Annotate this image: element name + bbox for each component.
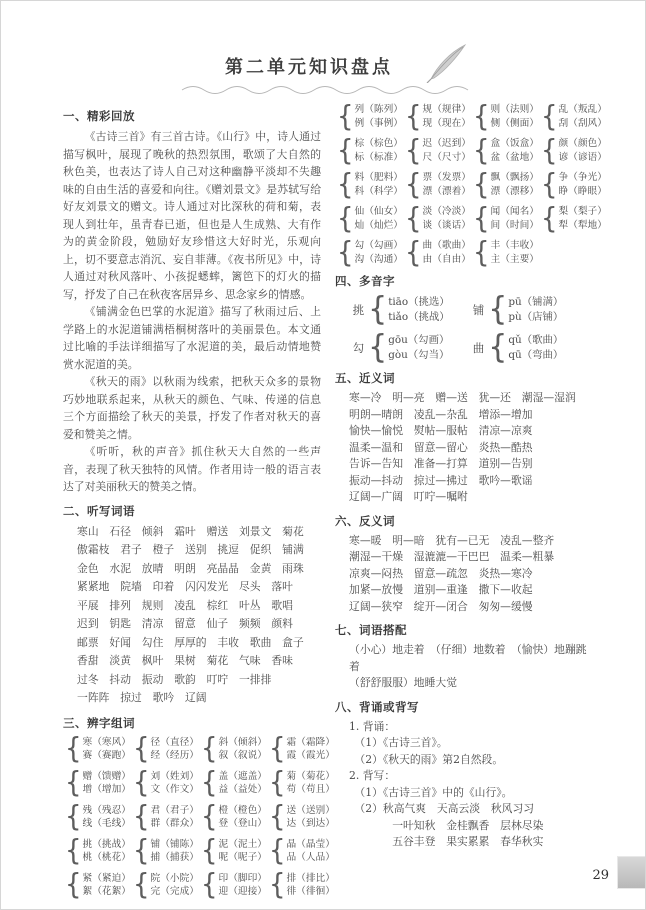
brace-icon: {	[337, 168, 354, 201]
brace-word-bottom: 叙（叙说）	[218, 750, 267, 761]
brace-word-bottom: 捕（捕获）	[150, 852, 199, 863]
brace-icon: {	[368, 290, 388, 329]
brace-group	[200, 834, 267, 868]
brace-icon: {	[65, 800, 82, 834]
polyphone-reading-2: qū（弯曲）	[508, 349, 564, 361]
brace-word-bottom: 文（作文）	[150, 784, 199, 795]
brace-icon: {	[337, 236, 354, 269]
brace-group	[472, 100, 539, 133]
brace-icon: {	[488, 328, 508, 367]
brace-word-top: 送（送别）	[286, 804, 335, 816]
brace-words	[287, 872, 335, 899]
synonym-line: 明朗—晴朗 凌乱—杂乱 增添—增加	[349, 407, 533, 421]
antonym-line: 凉爽—闷热 留意—疏忽 炎热—寒冷	[349, 566, 533, 580]
brace-word-top: 颜（颜色）	[558, 138, 607, 149]
polyphone-entry	[472, 290, 593, 329]
brace-icon: {	[488, 290, 508, 329]
brace-word-top: 印（脚印）	[218, 872, 267, 884]
brace-icon: {	[200, 766, 218, 800]
polyphone-char: 曲	[472, 341, 485, 355]
brace-word-bottom: 睁（睁眼）	[558, 185, 607, 197]
brace-word-top: 赠（馈赠）	[82, 770, 131, 782]
wavy-divider	[181, 83, 473, 95]
brace-word-bottom: 登（登山）	[218, 818, 267, 829]
recitation-line: 1. 背诵：	[349, 719, 396, 733]
brace-icon: {	[268, 732, 286, 766]
brace-word-top: 闻（闻名）	[490, 206, 539, 217]
brace-group	[540, 134, 607, 167]
brace-word-bottom: 霞（霞光）	[286, 750, 335, 761]
brace-words	[151, 838, 199, 865]
brace-word-top: 径（直径）	[150, 736, 199, 748]
brace-words	[559, 137, 607, 164]
synonym-line: 辽阔—广阔 叮咛—嘱咐	[349, 490, 468, 503]
brace-words	[355, 103, 403, 130]
section-heading-polyphones: 四、多音字	[335, 274, 395, 288]
word-line: 平展 排列 规则 凌乱 棕红 叶丛 歌唱	[77, 598, 293, 612]
polyphone-char: 挑	[352, 303, 365, 317]
brace-icon: {	[404, 202, 422, 235]
recitation-lines	[335, 719, 593, 851]
brace-icon: {	[268, 800, 286, 834]
brace-icon: {	[472, 202, 490, 235]
brace-icon: {	[268, 766, 286, 800]
polyphone-entry	[352, 290, 473, 329]
brace-icon: {	[65, 766, 82, 800]
section-heading-highlights: 一、精彩回放	[63, 109, 135, 123]
polyphone-entries	[335, 290, 593, 367]
brace-word-bottom: 漂（漂移）	[490, 185, 539, 197]
page-number: 29	[592, 868, 609, 883]
brace-words	[491, 205, 539, 232]
brace-word-top: 争（争光）	[558, 172, 607, 183]
content-columns	[1, 100, 645, 902]
brace-group	[472, 134, 539, 167]
brace-word-bottom: 絮（花絮）	[82, 886, 131, 897]
brace-group	[268, 766, 335, 800]
brace-group	[132, 766, 199, 800]
brace-group	[65, 834, 131, 868]
brace-group	[200, 732, 267, 766]
brace-word-top: 霜（霜降）	[286, 736, 335, 748]
brace-word-bottom: 增（增加）	[82, 784, 131, 795]
brace-icon: {	[404, 236, 422, 269]
recitation-line: 五谷丰登 果实累累 春华秋实	[349, 835, 544, 848]
brace-icon: {	[368, 328, 388, 367]
brace-group	[65, 800, 131, 834]
brace-group	[337, 100, 403, 133]
brace-word-top: 挑（挑战）	[82, 838, 131, 850]
brace-word-bottom: 品（人品）	[286, 852, 335, 863]
brace-word-bottom: 群（群众）	[150, 818, 199, 829]
brace-word-top: 棕（棕色）	[354, 138, 403, 149]
brace-icon: {	[200, 868, 218, 902]
brace-word-bottom: 尺（尺寸）	[422, 151, 471, 163]
brace-word-bottom: 由（自由）	[422, 253, 471, 265]
synonym-line: 寒—冷 明—亮 赠—送 犹—还 潮湿—湿润	[349, 391, 576, 404]
brace-word-top: 曲（歌曲）	[422, 240, 471, 251]
synonym-line: 愉快—愉悦 熨帖—服帖 清凉—凉爽	[349, 424, 533, 437]
brace-word-top: 飘（飘扬）	[490, 172, 539, 183]
section-heading-antonyms: 六、反义词	[335, 513, 395, 528]
brace-icon: {	[200, 834, 218, 868]
brace-icon: {	[337, 134, 354, 167]
collocation-lines	[335, 642, 593, 692]
brace-group	[337, 202, 403, 235]
brace-group	[268, 800, 335, 834]
brace-icon: {	[65, 834, 82, 868]
brace-words	[83, 770, 131, 797]
brace-group	[404, 100, 471, 133]
brace-group	[472, 202, 539, 235]
brace-words	[559, 103, 607, 130]
brace-words	[83, 736, 131, 763]
brace-words	[355, 205, 403, 232]
brace-group	[200, 766, 267, 800]
brace-word-bottom: 苟（苟且）	[286, 784, 335, 795]
brace-word-top: 盖（遮盖）	[218, 770, 267, 782]
antonym-line: 辽阔—狭窄 绽开—闭合 匆匆—缓慢	[349, 599, 533, 613]
page-header	[1, 1, 645, 101]
synonym-line: 振动—抖动 掠过—拂过 歌吟—歌谣	[349, 473, 533, 487]
paragraph: 《秋天的雨》以秋雨为线索，把秋天众多的景物巧妙地联系起来，从秋天的颜色、气味、传递的信息三个方面描绘了秋天的美景，抒发了作者对秋天的喜爱和赞美之情。	[63, 375, 321, 441]
collocation-line: （舒舒服服）地睡大觉	[349, 676, 457, 689]
brace-word-bottom: 犁（犁地）	[558, 219, 607, 231]
brace-word-top: 梨（梨子）	[558, 206, 607, 217]
section-heading-synonyms: 五、近义词	[335, 371, 395, 385]
brace-words	[151, 804, 199, 831]
brace-words	[151, 770, 199, 797]
brace-word-top: 票（发票）	[422, 172, 471, 183]
brace-group	[200, 868, 267, 902]
brace-word-top: 淡（冷淡）	[422, 206, 471, 217]
character-groups-right	[335, 100, 607, 269]
brace-words	[559, 205, 607, 232]
brace-word-top: 晶（晶莹）	[286, 838, 335, 850]
brace-group	[404, 134, 471, 167]
brace-words	[83, 804, 131, 831]
brace-word-top: 泥（泥土）	[218, 838, 267, 850]
polyphone-reading-1: pū（铺满）	[508, 296, 564, 308]
brace-word-top: 铺（铺陈）	[150, 838, 199, 850]
brace-word-top: 列（陈列）	[354, 104, 403, 115]
brace-group	[540, 202, 607, 235]
brace-group	[472, 236, 539, 269]
brace-icon: {	[268, 834, 286, 868]
brace-word-top: 刘（姓刘）	[150, 770, 199, 782]
recitation-line: （2）《秋天的雨》第2自然段。	[349, 752, 504, 766]
polyphone-reading-1: gōu（勾画）	[388, 334, 450, 346]
brace-group	[132, 800, 199, 834]
highlights-paragraphs	[63, 128, 321, 496]
brace-word-bottom: 漂（漂着）	[422, 185, 471, 197]
brace-words	[491, 103, 539, 130]
brace-icon: {	[472, 236, 490, 269]
brace-word-bottom: 标（标准）	[354, 151, 403, 163]
brace-group	[404, 168, 471, 201]
brace-group	[132, 834, 199, 868]
polyphone-reading-1: qǔ（歌曲）	[508, 334, 564, 346]
brace-words	[219, 838, 267, 865]
brace-words	[287, 804, 335, 831]
brace-word-bottom: 盆（盆地）	[490, 151, 539, 163]
brace-word-bottom: 赛（赛跑）	[82, 750, 131, 761]
brace-icon: {	[404, 100, 422, 133]
synonym-line: 温柔—温和 留意—留心 炎热—酷热	[349, 440, 533, 454]
brace-word-top: 橙（橙色）	[218, 804, 267, 816]
polyphone-reading-2: tiǎo（挑战）	[388, 311, 450, 323]
brace-words	[355, 171, 403, 198]
brace-words	[219, 770, 267, 797]
polyphone-readings	[508, 295, 563, 325]
brace-words	[219, 736, 267, 763]
brace-words	[151, 872, 199, 899]
brace-icon: {	[540, 202, 558, 235]
brace-word-bottom: 科（科学）	[354, 185, 403, 197]
brace-word-top: 丰（丰收）	[490, 240, 539, 251]
brace-word-bottom: 灿（灿烂）	[354, 219, 403, 231]
polyphone-entry	[352, 328, 473, 367]
brace-words	[491, 239, 539, 266]
polyphone-reading-1: tiāo（挑选）	[388, 296, 450, 308]
polyphone-reading-2: gòu（勾当）	[388, 349, 450, 361]
synonym-line: 告诉—告知 准备—打算 道别—告别	[349, 457, 533, 470]
brace-word-bottom: 呢（呢子）	[218, 852, 267, 863]
antonym-line: 潮湿—干燥 湿漉漉—干巴巴 温柔—粗暴	[349, 550, 555, 563]
brace-group	[65, 868, 131, 902]
brace-word-top: 料（肥料）	[354, 172, 403, 183]
brace-word-bottom: 沟（沟通）	[354, 253, 403, 265]
polyphone-readings	[388, 333, 449, 363]
brace-group	[268, 834, 335, 868]
section-heading-collocations: 七、词语搭配	[335, 623, 407, 637]
brace-word-bottom: 完（完成）	[150, 886, 199, 897]
brace-word-top: 盒（饭盒）	[490, 138, 539, 149]
brace-group	[540, 100, 607, 133]
brace-word-top: 勾（勾画）	[354, 240, 403, 251]
brace-group	[268, 732, 335, 766]
recitation-line: 2. 背写：	[349, 769, 396, 782]
brace-icon: {	[268, 868, 286, 902]
brace-icon: {	[132, 834, 150, 868]
brace-group	[337, 134, 403, 167]
brace-words	[559, 171, 607, 198]
dictation-words	[63, 523, 321, 708]
recitation-line: 一叶知秋 金桂飘香 层林尽染	[349, 818, 544, 832]
brace-word-top: 规（规律）	[422, 104, 471, 115]
brace-words	[355, 239, 403, 266]
brace-group	[200, 800, 267, 834]
brace-icon: {	[540, 168, 558, 201]
brace-icon: {	[540, 134, 558, 167]
paragraph: 《古诗三首》有三首古诗。《山行》中，诗人通过描写枫叶，展现了晚秋的热烈氛围，歌颂了大自然的秋色美，也表达了诗人自己对这种幽静平淡却不失趣味的自由生活的喜爱和向往。《赠刘景文》是苏轼写给好友刘景文的赠文。诗人通过对比深秋的荷和菊，表现人到壮年，虽青春已逝，但也是人生成熟、大有作为的黄金阶段，勉励好友珍惜这大好时光，乐观向上，切不要意志消沉、妄自菲薄。《夜书所见》中，诗人通过对秋风落叶、小孩捉蟋蟀，篱笆下的灯火的描写，抒发了自己在秋夜客居异乡、思念家乡的情感。	[63, 130, 321, 301]
brace-word-bottom: 线（毛线）	[82, 818, 131, 829]
brace-word-bottom: 刮（刮风）	[558, 117, 607, 129]
brace-icon: {	[132, 800, 150, 834]
polyphone-readings	[388, 295, 450, 325]
brace-icon: {	[65, 868, 82, 902]
brace-icon: {	[472, 134, 490, 167]
antonym-line: 寒—暖 明—暗 犹有—已无 凌乱—整齐	[349, 533, 555, 547]
brace-icon: {	[132, 868, 150, 902]
brace-group	[132, 868, 199, 902]
brace-word-top: 寒（寒风）	[82, 736, 131, 748]
feather-icon	[425, 43, 467, 83]
brace-group	[337, 168, 403, 201]
brace-word-top: 院（小院）	[150, 872, 199, 884]
brace-group	[404, 236, 471, 269]
brace-icon: {	[472, 100, 490, 133]
brace-word-bottom: 达（到达）	[286, 818, 335, 829]
page-title: 第二单元知识盘点	[225, 57, 393, 78]
paragraph: 《铺满金色巴掌的水泥道》描写了秋雨过后、上学路上的水泥道铺满梧桐树落叶的美丽景色。本文通过比喻的手法详细描写了水泥道的美，最后动情地赞赏水泥道的美。	[63, 305, 321, 371]
brace-words	[423, 137, 471, 164]
brace-group	[540, 168, 607, 201]
brace-icon: {	[404, 134, 422, 167]
polyphone-char: 铺	[472, 303, 485, 317]
brace-group	[268, 868, 335, 902]
brace-word-top: 菊（菊花）	[286, 770, 335, 782]
antonym-lines	[335, 533, 593, 616]
paragraph: 《听听，秋的声音》抓住秋天大自然的一些声音，表现了秋天独特的风情。作者用诗一般的语言表达了对美丽秋天的赞美之情。	[63, 445, 321, 493]
brace-words	[219, 804, 267, 831]
word-line: 金色 水泥 放晴 明朗 亮晶晶 金黄 雨珠	[77, 561, 304, 575]
brace-word-bottom: 迎（迎接）	[218, 886, 267, 897]
polyphone-char: 勾	[352, 341, 365, 355]
brace-word-bottom: 主（主要）	[490, 253, 539, 265]
brace-word-bottom: 桃（桃花）	[82, 852, 131, 863]
word-line: 寒山 石径 倾斜 霜叶 赠送 刘景文 菊花	[77, 524, 304, 538]
brace-word-bottom: 益（益处）	[218, 784, 267, 795]
collocation-line: （小心）地走着 （仔细）地数着 （愉快）地蹦跳着	[349, 643, 587, 673]
brace-word-top: 则（法则）	[490, 104, 539, 115]
brace-group	[472, 168, 539, 201]
antonym-line: 加紧—放慢 道别—重逢 撒下—收起	[349, 583, 533, 596]
brace-words	[219, 872, 267, 899]
brace-word-top: 仙（仙女）	[354, 206, 403, 217]
section-heading-dictation: 二、听写词语	[63, 503, 135, 518]
brace-words	[287, 770, 335, 797]
brace-icon: {	[200, 800, 218, 834]
brace-words	[423, 205, 471, 232]
brace-word-bottom: 例（事例）	[354, 117, 403, 129]
brace-word-top: 君（君子）	[150, 804, 199, 816]
brace-words	[355, 137, 403, 164]
word-line: 迟到 钥匙 清凉 留意 仙子 频频 颜料	[77, 617, 293, 630]
polyphone-reading-2: pù（店铺）	[508, 311, 564, 323]
brace-icon: {	[540, 100, 558, 133]
section-heading-characters: 三、辨字组词	[63, 715, 135, 730]
word-line: 邮票 好闻 勾住 厚厚的 丰收 歌曲 盒子	[77, 635, 304, 649]
brace-word-bottom: 经（经历）	[150, 750, 199, 761]
brace-icon: {	[200, 732, 218, 766]
brace-icon: {	[65, 732, 82, 766]
left-column	[63, 101, 335, 902]
brace-word-top: 残（残忍）	[82, 804, 131, 816]
brace-words	[83, 838, 131, 865]
recitation-line: （1）《古诗三首》。	[349, 736, 448, 749]
brace-words	[491, 137, 539, 164]
brace-icon: {	[132, 732, 150, 766]
word-line: 一阵阵 掠过 歌吟 辽阔	[77, 691, 207, 704]
recitation-line: （1）《古诗三首》中的《山行》。	[349, 785, 513, 799]
section-heading-recitation: 八、背诵或背写	[335, 699, 419, 714]
corner-tab	[617, 856, 645, 889]
polyphone-entry	[472, 328, 593, 367]
brace-words	[423, 103, 471, 130]
recitation-line: （2）秋高气爽 天高云淡 秋风习习	[349, 802, 535, 815]
polyphone-readings	[508, 333, 563, 363]
brace-words	[151, 736, 199, 763]
brace-word-top: 斜（倾斜）	[218, 736, 267, 748]
brace-icon: {	[337, 100, 354, 133]
word-line: 过冬 抖动 振动 歌韵 叮咛 一排排	[77, 672, 272, 686]
brace-group	[65, 766, 131, 800]
brace-words	[83, 872, 131, 899]
word-line: 香甜 淡黄 枫叶 果树 菊花 气味 香味	[77, 654, 293, 667]
word-line: 傲霜枝 君子 橙子 送别 挑逗 促织 铺满	[77, 543, 304, 556]
synonym-lines	[335, 390, 593, 506]
character-groups-left	[63, 732, 335, 902]
brace-words	[287, 838, 335, 865]
brace-word-bottom: 间（时间）	[490, 219, 539, 231]
brace-word-bottom: 侧（侧面）	[490, 117, 539, 129]
brace-word-bottom: 徘（徘徊）	[286, 886, 335, 897]
brace-icon: {	[132, 766, 150, 800]
brace-icon: {	[404, 168, 422, 201]
brace-words	[423, 239, 471, 266]
brace-words	[491, 171, 539, 198]
brace-word-bottom: 谚（谚语）	[558, 151, 607, 163]
brace-word-top: 紧（紧迫）	[82, 872, 131, 884]
brace-word-top: 迟（迟到）	[422, 138, 471, 149]
brace-group	[132, 732, 199, 766]
brace-group	[404, 202, 471, 235]
brace-group	[337, 236, 403, 269]
brace-icon: {	[472, 168, 490, 201]
brace-words	[423, 171, 471, 198]
word-line: 紧紧地 院墙 印着 闪闪发光 尽头 落叶	[77, 580, 293, 593]
brace-icon: {	[337, 202, 354, 235]
brace-word-bottom: 谈（谈话）	[422, 219, 471, 231]
brace-word-top: 乱（叛乱）	[558, 104, 607, 115]
brace-word-top: 排（排比）	[286, 872, 335, 884]
brace-word-bottom: 现（现在）	[422, 117, 471, 129]
brace-group	[65, 732, 131, 766]
brace-words	[287, 736, 335, 763]
